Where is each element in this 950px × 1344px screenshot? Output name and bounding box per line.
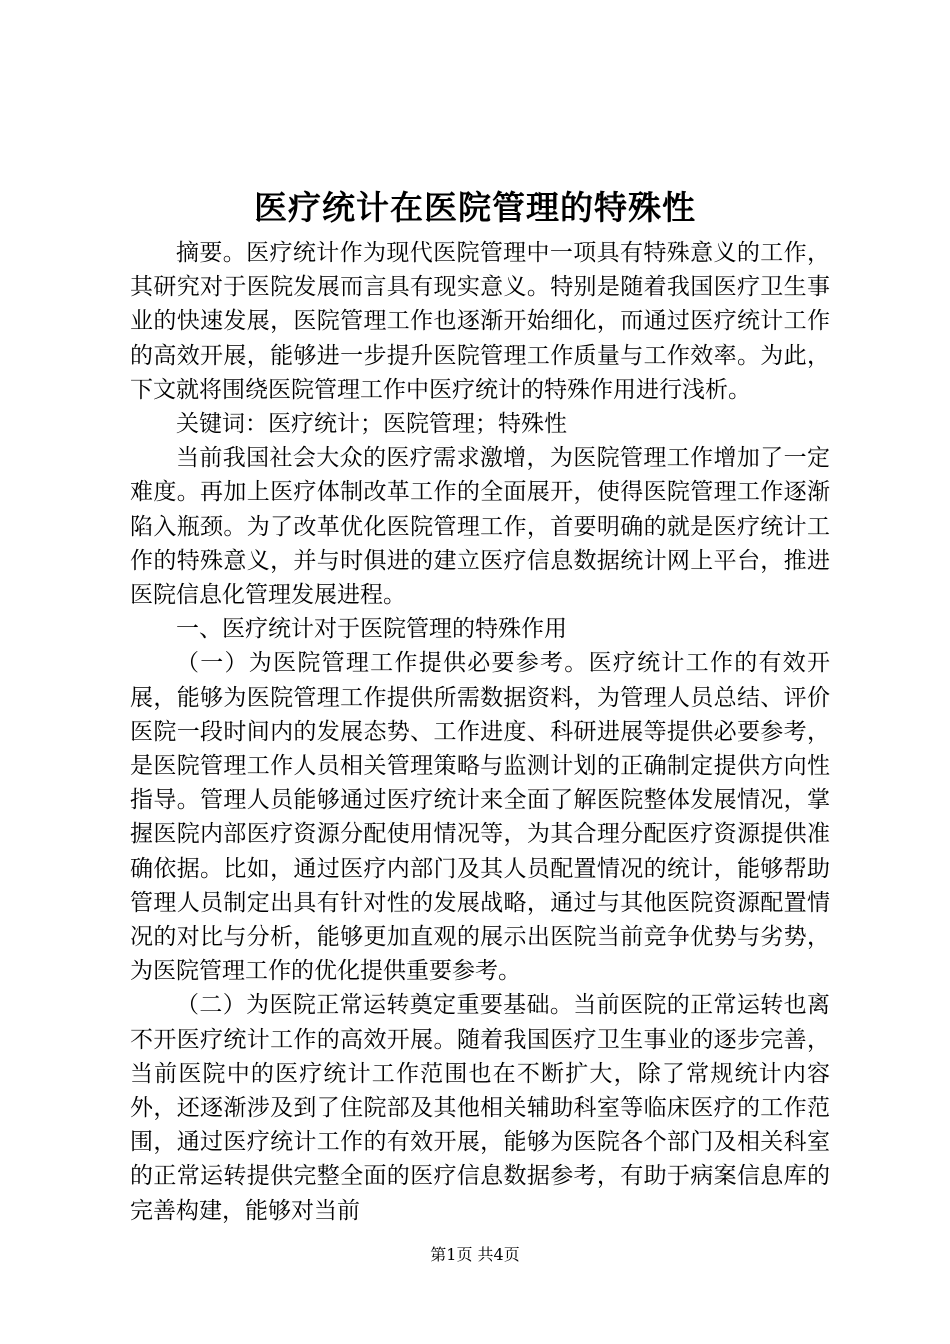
intro-paragraph: 当前我国社会大众的医疗需求激增，为医院管理工作增加了一定难度。再加上医疗体制改革工作的全面展开，使得医院管理工作逐渐陷入瓶颈。为了改革优化医院管理工作，首要明确的就是医疗统计工作的特殊意义，并与时俱进的建立医疗信息数据统计网上平台，推进医院信息化管理发展进程。: [130, 445, 830, 609]
section-heading: 一、医疗统计对于医院管理的特殊作用: [176, 616, 567, 643]
subsection-two-paragraph: （二）为医院正常运转奠定重要基础。当前医院的正常运转也离不开医疗统计工作的高效开展。随着我国医疗卫生事业的逐步完善，当前医院中的医疗统计工作范围也在不断扩大，除了常规统计内容外，还逐渐涉及到了住院部及其他相关辅助科室等临床医疗的工作范围，通过医疗统计工作的有效开展，能够为医院各个部门及相关科室的正常运转提供完整全面的医疗信息数据参考，有助于病案信息库的完善构建，能够对当前: [130, 992, 830, 1224]
keywords-paragraph: 关键词：医疗统计；医院管理；特殊性: [176, 411, 567, 438]
document-title: 医疗统计在医院管理的特殊性: [254, 188, 696, 227]
page-footer: 第1页 共4页: [430, 1245, 520, 1264]
document-body: [130, 236, 830, 1228]
abstract-paragraph: 摘要。医疗统计作为现代医院管理中一项具有特殊意义的工作，其研究对于医院发展而言具有现实意义。特别是随着我国医疗卫生事业的快速发展，医院管理工作也逐渐开始细化，而通过医疗统计工作的高效开展，能够进一步提升医院管理工作质量与工作效率。为此，下文就将围绕医院管理工作中医疗统计的特殊作用进行浅析。: [130, 240, 830, 403]
subsection-one-paragraph: （一）为医院管理工作提供必要参考。医疗统计工作的有效开展，能够为医院管理工作提供所需数据资料，为管理人员总结、评价医院一段时间内的发展态势、工作进度、科研进展等提供必要参考，是医院管理工作人员相关管理策略与监测计划的正确制定提供方向性指导。管理人员能够通过医疗统计来全面了解医院整体发展情况，掌握医院内部医疗资源分配使用情况等，为其合理分配医疗资源提供准确依据。比如，通过医疗内部门及其人员配置情况的统计，能够帮助管理人员制定出具有针对性的发展战略，通过与其他医院资源配置情况的对比与分析，能够更加直观的展示出医院当前竞争优势与劣势，为医院管理工作的优化提供重要参考。: [130, 650, 830, 985]
